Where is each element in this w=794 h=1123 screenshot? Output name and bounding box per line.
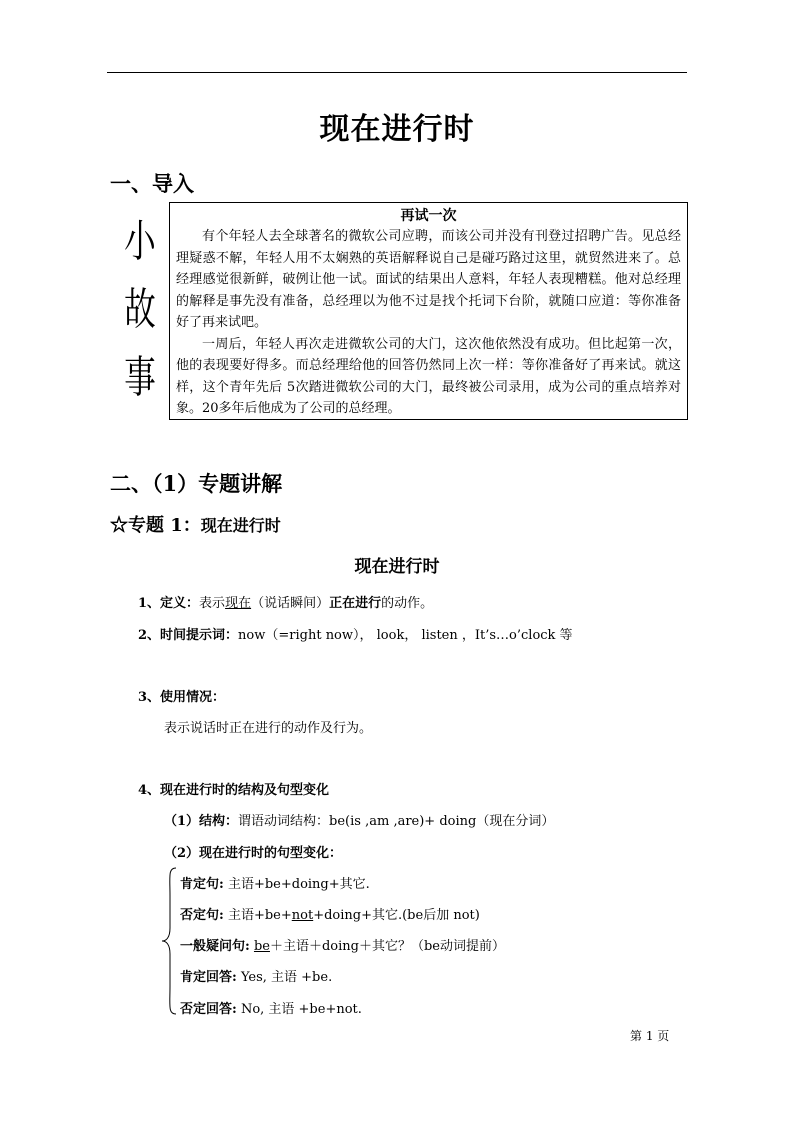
form-text: +doing+其它.(be后加 not): [313, 908, 480, 923]
section-heading-lecture: 二、（1）专题讲解: [110, 471, 283, 496]
form-text: Yes, 主语 +be.: [236, 970, 333, 985]
page-title: 现在进行时: [319, 112, 475, 147]
vertical-char: 小: [124, 216, 156, 267]
header-rule: [107, 72, 687, 73]
definition-text: （说话瞬间）: [251, 596, 330, 611]
form-text: 主语+be+: [223, 908, 292, 923]
topic-prefix: ☆专题 1：: [110, 515, 201, 536]
story-paragraph: 一周后，年轻人再次走进微软公司的大门，这次他依然没有成功。但比起第一次，他的表现要好得多。而总经理给他的回答仍然同上次一样：等你准备好了再来试。就这样，这个青年先后 5次踏进微软公司的大门，最终被公司录用，成为公司的重点培养对象。20多年后他成为了公司的总经理。: [176, 336, 681, 416]
subsection-title: 现在进行时: [354, 557, 440, 577]
usage-text: 表示说话时正在进行的动作及行为。: [164, 721, 373, 736]
negative-form: [180, 904, 480, 923]
positive-answer-form: [180, 966, 332, 985]
form-label: 否定回答:: [180, 1002, 237, 1017]
form-text: be: [253, 939, 270, 954]
definition-line: [138, 592, 433, 611]
page-number: 第 1 页: [630, 1029, 670, 1043]
definition-label: 1、定义：: [138, 596, 200, 611]
vertical-char: 故: [124, 284, 156, 335]
topic-name: 现在进行时: [200, 516, 281, 535]
vertical-char: 事: [124, 352, 156, 403]
form-label: 肯定回答:: [180, 970, 237, 985]
form-text: not: [291, 908, 314, 923]
sentence-types-heading: （2）现在进行时的句型变化：: [164, 846, 343, 861]
form-text: No, 主语 +be+not.: [236, 1002, 362, 1017]
story-paragraph: 有个年轻人去全球著名的微软公司应聘，而该公司并没有刊登过招聘广告。见总经理疑惑不解，年轻人用不太娴熟的英语解释说自己是碰巧路过这里，就贸然进来了。总经理感觉很新鲜，破例让他一试。面试的结果出人意料，年轻人表现糟糕。他对总经理的解释是事先没有准备，总经理以为他不过是找个托词下台阶，就随口应道：等你准备好了再来试吧。: [176, 229, 681, 330]
usage-label: [138, 686, 225, 705]
definition-text: 现在: [225, 596, 252, 611]
form-label: 肯定句:: [180, 877, 224, 892]
usage-label-text: 3、使用情况：: [138, 690, 226, 705]
form-label: 否定句:: [180, 908, 224, 923]
negative-answer-form: [180, 998, 362, 1017]
affirmative-form: [180, 873, 370, 892]
definition-text: 正在进行: [329, 596, 382, 611]
time-words-label: 2、时间提示词：: [138, 628, 239, 643]
form-text: 主语+be+doing+其它.: [223, 877, 370, 892]
structure-heading: 4、现在进行时的结构及句型变化: [138, 783, 330, 798]
question-form: [180, 935, 505, 954]
form-label: 一般疑问句:: [180, 939, 250, 954]
time-words-text: now（=right now）， look， listen ，It’s…o’clock 等: [238, 628, 573, 643]
definition-text: 的动作。: [381, 596, 434, 611]
curly-brace-icon: [160, 866, 180, 1016]
time-words-line: [138, 624, 573, 643]
structure-line: [164, 810, 554, 829]
definition-text: 表示: [199, 596, 226, 611]
section-heading-intro: 一、导入: [110, 171, 194, 196]
story-title: 再试一次: [400, 208, 457, 224]
story-box: [169, 202, 688, 420]
structure-text: 谓语动词结构：be(is ,am ,are)+ doing（现在分词）: [238, 814, 555, 829]
structure-label: （1）结构：: [164, 814, 239, 829]
form-text: ＋主语＋doing＋其它？（be动词提前）: [269, 939, 505, 954]
topic-heading: [110, 511, 281, 537]
vertical-label: [118, 208, 162, 412]
